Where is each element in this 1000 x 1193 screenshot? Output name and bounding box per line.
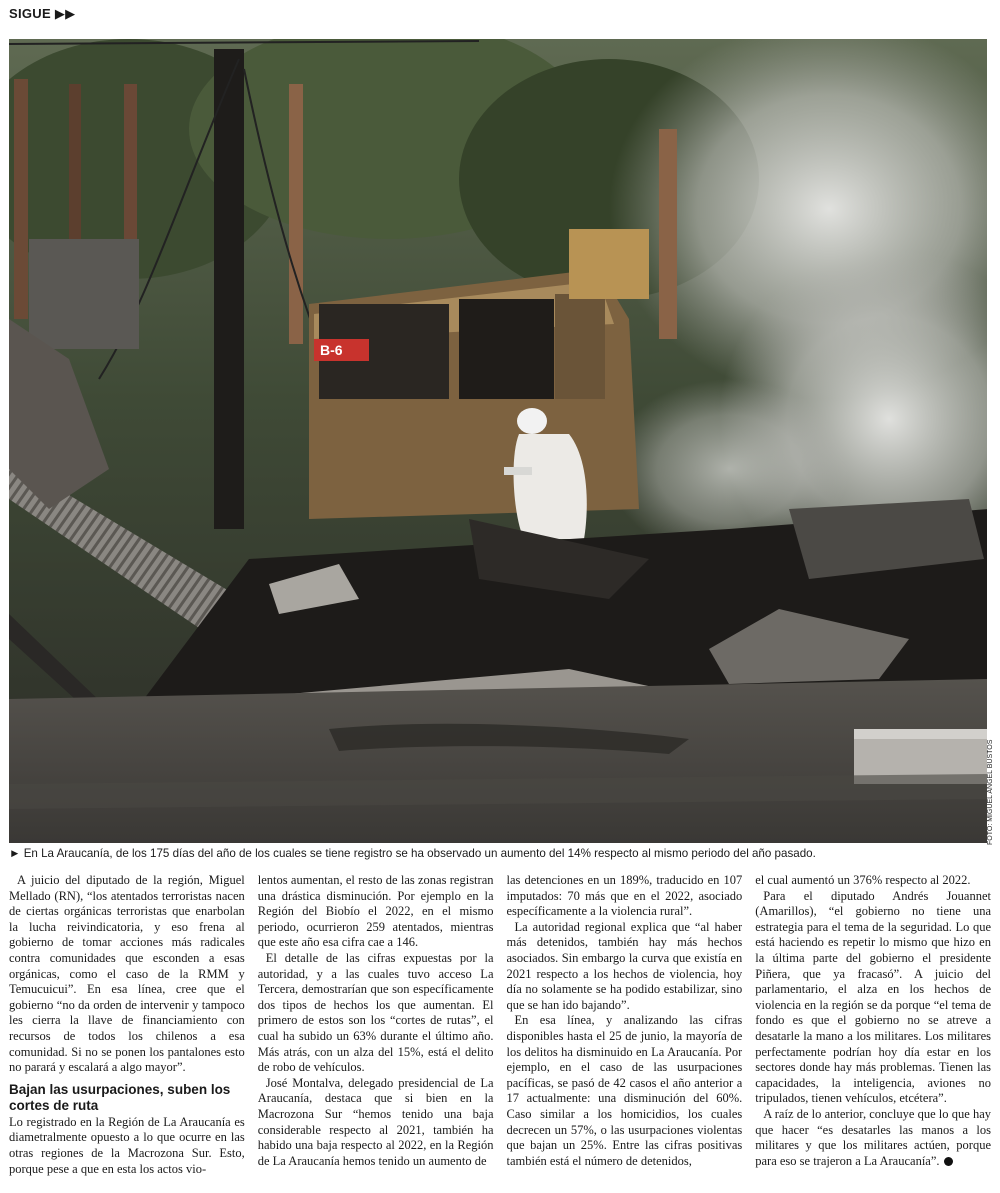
article-body [9,873,991,1188]
paragraph: El detalle de las cifras expuestas por la autoridad, y a las cuales tuvo acceso La Tercera, demostrarían que son específicamente dos tipos de hechos los que aumentan. El primero de estos son los “cortes de rutas”, el cual ha subido un 63% durante el último año. Más atrás, con un alza del 15%, está el delito de robo de vehículos. [257,950,494,1075]
burned-truck-scene-image [9,39,987,843]
article-column-3 [507,873,743,1188]
paragraph: José Montalva, delegado presidencial de La Araucanía, destaca que si bien en la Macrozona Sur “hemos tenido una baja considerable respecto al 2021, también ha habido una baja respecto al 2022, en la Región de La Araucanía hemos tenido un aumento de [257,1075,494,1168]
subheading: Bajan las usurpaciones, suben los cortes de ruta [9,1081,231,1113]
paragraph-text: A raíz de lo anterior, concluye que lo que hay que hacer “es desatarles las manos a los militares y que los militares actúen, porque para eso se trajeron a La Araucanía”. [755,1106,991,1168]
photo-credit-text: FOTO: MIGUEL ANGEL BUSTOS [987,739,994,845]
news-photo [9,39,987,843]
paragraph: las detenciones en un 189%, traducido en 107 imputados: 70 más que en el 2022, asociado específicamente a la violencia rural”. [506,873,743,919]
paragraph: La autoridad regional explica que “al haber más detenidos, también hay más hechos asociados. Sin embargo la curva que existía en 2021 respecto a los hechos de violencia, hoy día no solamente se ha podido estabilizar, sino que se han ido bajando”. [506,919,743,1012]
paragraph: A juicio del diputado de la región, Miguel Mellado (RN), “los atentados terroristas nacen de ciertas orgánicas terroristas que enarbolan la lucha reivindicatoria, y eso frena al gobierno de tomar acciones más radicales contra comunidades que esconden a esas orgánicas, como el caso de la RMM y Temucuicui”. En esa línea, cree que el gobierno “no da orden de intervenir y tampoco les cierra la llave de financiamiento con recursos de todos los chilenos a esa comunidad. Si no se ponen los pantalones esto no parará y escalará a algo mayor”. [9,873,245,1075]
paragraph: el cual aumentó un 376% respecto al 2022. [755,873,971,887]
photo-caption: ► En La Araucanía, de los 175 días del año de los cuales se tiene registro se ha observado un aumento del 14% respecto al mismo periodo del año pasado. [9,847,816,860]
paragraph: lentos aumentan, el resto de las zonas registran una drástica disminución. Por ejemplo en la Región del Biobío el 2022, en el mismo periodo, ocurrieron 259 atentados, mientras que este año esa cifra cae a 146. [257,873,494,950]
section-continue-label: SIGUE ▶▶ [9,6,76,21]
paragraph-final [755,1107,991,1169]
paragraph: Lo registrado en la Región de La Araucanía es diametralmente opuesto a lo que ocurre en las otras regiones de la Macrozona Sur. Esto, porque pese a que en esta los actos vio- [9,1114,245,1176]
end-of-article-dot-icon [944,1157,953,1166]
truck-sign: B-6 [320,342,343,358]
paragraph: En esa línea, y analizando las cifras disponibles hasta el 25 de junio, la mayoría de los delitos ha disminuido en La Araucanía. Por ejemplo, en el caso de las usurpaciones pacíficas, se pasó de 42 casos el año anterior a 17 actualmente: una disminución del 60%. Caso similar a los homicidios, los cuales decrecen un 57%, o las usurpaciones violentas que bajan un 25%. Entre las cifras positivas también está el número de detenidos, [506,1013,743,1168]
photo-credit [985,735,997,845]
article-column-1 [9,873,245,1188]
article-column-4 [755,873,991,1188]
article-column-2 [258,873,494,1188]
paragraph: Para el diputado Andrés Jouannet (Amarillos), “el gobierno no tiene una estrategia para el tema de la seguridad. Lo que está haciendo es repetir lo mismo que hizo en la última parte del gobierno el presidente Piñera, que ya fracasó”. A juicio del parlamentario, el alza en los hechos de violencia en la región se da porque “el tema de fondo es que el gobierno no se atreve a desatarle la mano a los militares. Los militares perfectamente podrían hoy día estar en los sectores donde hay más problemas. Tienen las capacidades, la inteligencia, aviones no tripulados, tienen vehículos, etcétera”. [755,888,991,1106]
